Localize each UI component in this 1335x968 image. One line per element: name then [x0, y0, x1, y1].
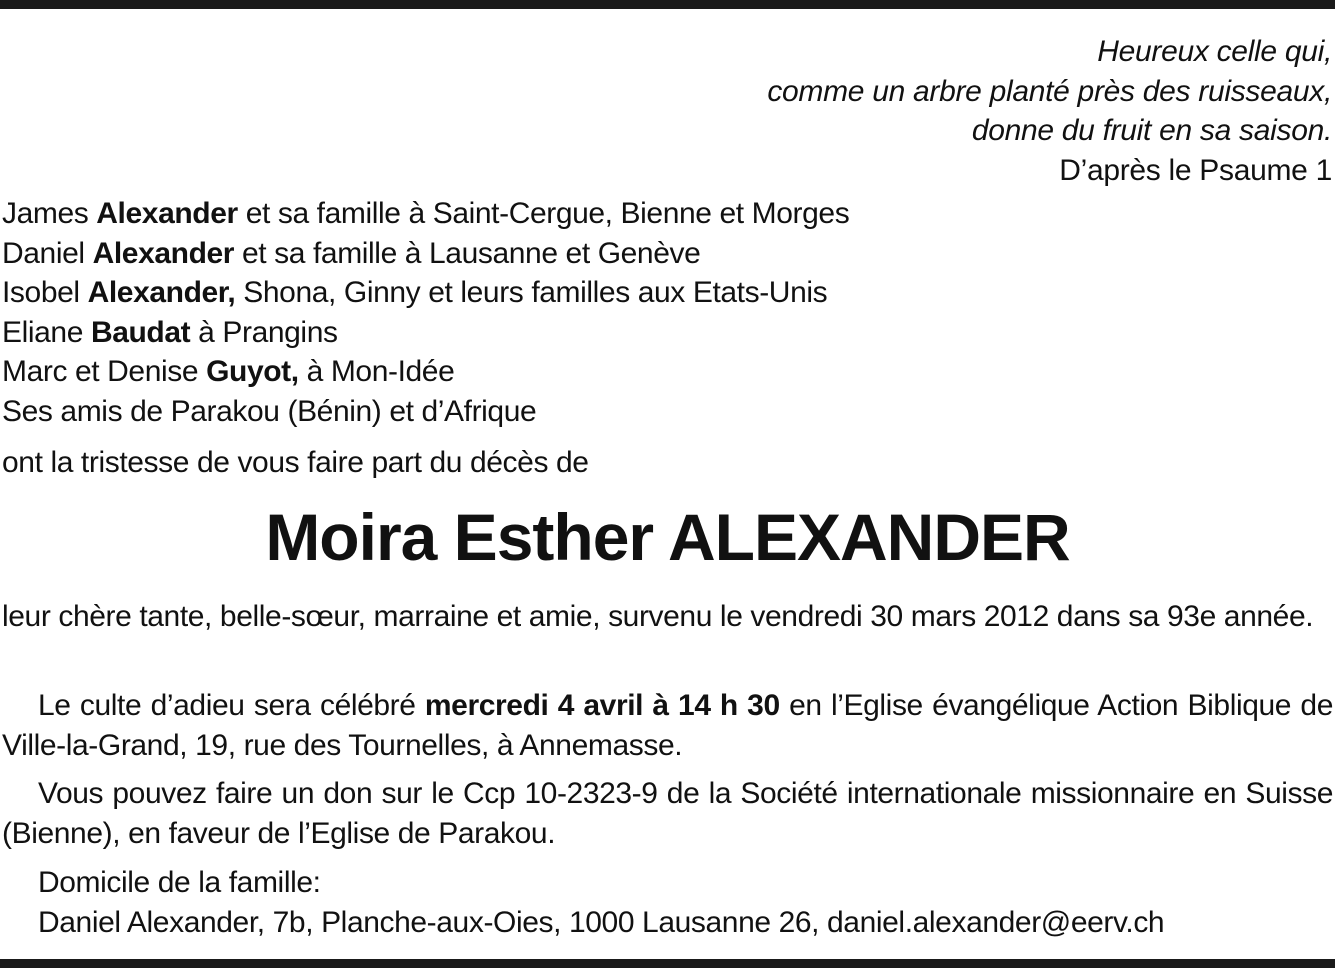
verse-line: comme un arbre planté près des ruisseaux, [767, 74, 1332, 108]
mourner-first-name: Ses amis de Parakou (Bénin) et d’Afrique [2, 394, 537, 428]
mourners-list [2, 194, 849, 432]
mourner-line [2, 352, 849, 392]
domicile-label: Domicile de la famille: [38, 866, 321, 899]
mourner-detail: et sa famille à Saint-Cergue, Bienne et Morges [237, 197, 850, 230]
relationship-paragraph: leur chère tante, belle-sœur, marraine et amie, survenu le vendredi 30 mars 2012 dans sa 93e année. [2, 600, 1314, 633]
mourner-line [2, 273, 849, 313]
mourner-line [2, 194, 849, 234]
service-date-time: mercredi 4 avril à 14 h 30 [424, 689, 780, 722]
verse-line: Heureux celle qui, [1097, 35, 1332, 68]
donation-paragraph: Vous pouvez faire un don sur le Ccp 10-2323-9 de la Société internationale missionnaire en Suisse (Bienne), en faveur de l’Eglise de Parakou. [2, 777, 1333, 850]
domicile-address: Daniel Alexander, 7b, Planche-aux-Oies, 1000 Lausanne 26, daniel.alexander@eerv.ch [38, 906, 1165, 939]
epigraph-verse [767, 32, 1332, 190]
domicile-paragraph [2, 863, 1333, 943]
mourner-first-name: Isobel [2, 276, 88, 310]
mourner-surname: Guyot, [206, 355, 299, 389]
mourner-detail: et sa famille à Lausanne et Genève [234, 236, 701, 270]
service-location: en l’Eglise évangélique Action Biblique de Ville-la-Grand, 19, rue des Tournelles, à Annemasse. [2, 689, 1333, 762]
mourner-detail: à Mon-Idée [298, 355, 455, 389]
mourner-line [2, 234, 849, 274]
service-text: Le culte d’adieu sera célébré [38, 689, 425, 722]
mourner-first-name: Eliane [2, 315, 91, 349]
deceased-name: Moira Esther ALEXANDER [265, 500, 1070, 574]
verse-source: D’après le Psaume 1 [1059, 153, 1332, 187]
mourner-detail: Shona, Ginny et leurs familles aux Etats-Unis [235, 276, 828, 310]
top-rule [0, 0, 1335, 9]
mourner-first-name: James [2, 197, 97, 230]
announcement-intro: ont la tristesse de vous faire part du décès de [2, 446, 589, 479]
verse-line: donne du fruit en sa saison. [971, 114, 1332, 147]
mourner-detail: à Prangins [190, 315, 338, 349]
mourner-first-name: Daniel [2, 236, 93, 270]
mourner-surname: Alexander [92, 236, 235, 270]
mourner-line [2, 313, 849, 353]
mourner-surname: Alexander [96, 197, 238, 230]
mourner-first-name: Marc et Denise [2, 355, 207, 389]
mourner-line [2, 392, 849, 432]
mourner-surname: Alexander, [87, 276, 236, 310]
bottom-rule [0, 959, 1335, 968]
mourner-surname: Baudat [90, 315, 191, 349]
service-paragraph [2, 686, 1333, 766]
